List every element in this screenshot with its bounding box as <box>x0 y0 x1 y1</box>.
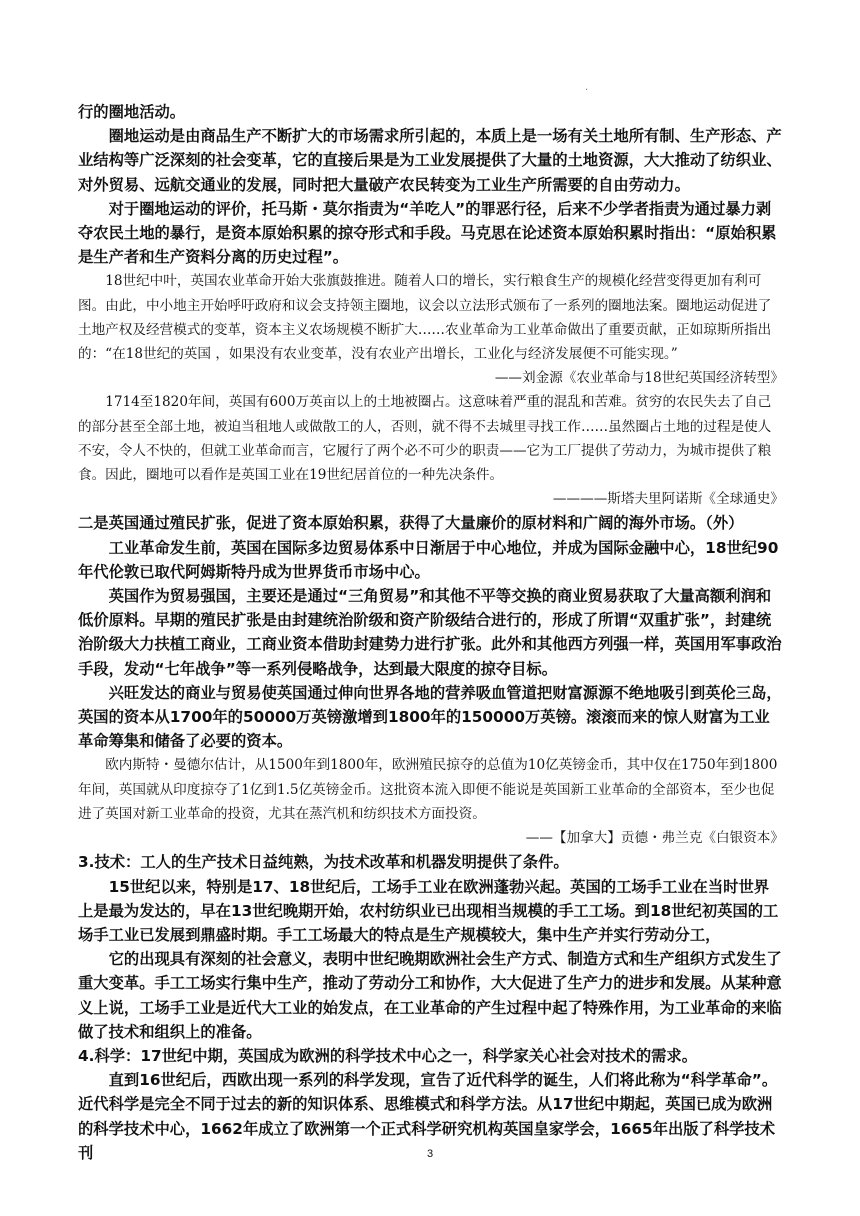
section-heading: 3.技术：工人的生产技术日益纯熟，为技术改革和机器发明提供了条件。 <box>78 853 569 872</box>
body-paragraph: 对于圈地运动的评价，托马斯・莫尔指责为“羊吃人”的罪恶行径，后来不少学者指责为通过暴力剥夺农民土地的暴行，是资本原始积累的掠夺形式和手段。马克思在论述资本原始积累时指出：“原始积累是生产者和生产资料分离的历史过程”。 <box>78 199 777 267</box>
body-paragraph: 兴旺发达的商业与贸易使英国通过伸向世界各地的营养吸血管道把财富源源不绝地吸引到英伦三岛，英国的资本从1700年的50000万英镑激增到1800年的150000万英镑。滚滚而来的惊人财富为工业革命筹集和储备了必要的资本。 <box>78 683 782 751</box>
section-heading: 4.科学：17世纪中期，英国成为欧洲的科学技术中心之一，科学家关心社会对技术的需求。 <box>78 1046 698 1065</box>
body-paragraph: 15世纪以来，特别是17、18世纪后，工场手工业在欧洲蓬勃兴起。英国的工场手工业在当时世界上是最为发达的，早在13世纪晚期开始，农村纺织业已出现相当规模的手工工场。到18世纪初英国的工场手工业已发展到鼎盛时期。手工工场最大的特点是生产规模较大，集中生产并实行劳动分工， <box>78 877 779 944</box>
top-mark: . <box>585 82 589 93</box>
citation-source: ——刘金源《农业革命与18世纪英国经济转型》 <box>494 370 784 387</box>
page-number: 3 <box>426 1148 434 1160</box>
citation-source: ——【加拿大】贡德・弗兰克《白银资本》 <box>525 830 784 847</box>
citation-source: ————斯塔夫里阿诺斯《全球通史》 <box>552 491 784 508</box>
body-paragraph: 英国作为贸易强国，主要还是通过“三角贸易”和其他不平等交换的商业贸易获取了大量高额利润和低价原料。早期的殖民扩张是由封建统治阶级和资产阶级结合进行的，形成了所谓“双重扩张”，封建统治阶级大力扶植工商业，工商业资本借助封建势力进行扩张。此外和其他西方列强一样，英国用军事政治手段，发动“七年战争”等一系列侵略战争，达到最大限度的掠夺目标。 <box>78 587 782 678</box>
quoted-passage: 1714至1820年间，英国有600万英亩以上的土地被圈占。这意味着严重的混乱和苦难。贫穷的农民失去了自己的部分甚至全部土地，被迫当租地人或做散工的人，否则，就不得不去城里寻找工作……虽然圈占土地的过程是使人不安，令人不快的，但就工业革命而言，它履行了两个必不可少的职责——它为工厂提供了劳动力，为城市提供了粮食。因此，圈地可以看作是英国工业在19世纪居首位的一种先决条件。 <box>78 394 772 484</box>
section-heading: 二是英国通过殖民扩张，促进了资本原始积累，获得了大量廉价的原材料和广阔的海外市场。（外） <box>78 514 744 533</box>
document-body <box>78 100 784 1165</box>
body-paragraph: 行的圈地活动。 <box>78 103 186 121</box>
body-paragraph: 它的出现具有深刻的社会意义，表明中世纪晚期欧洲社会生产方式、制造方式和生产组织方式发生了重大变革。手工工场实行集中生产，推动了劳动分工和协作，大大促进了生产力的进步和发展。从某种意义上说，工场手工业是近代大工业的始发点，在工业革命的产生过程中起了特殊作用，为工业革命的来临做了技术和组织上的准备。 <box>78 950 782 1041</box>
quoted-passage: 18世纪中叶，英国农业革命开始大张旗鼓推进。随着人口的增长，实行粮食生产的规模化经营变得更加有利可图。由此，中小地主开始呼吁政府和议会支持领主圈地，议会以立法形式颁布了一系列的圈地法案。圈地运动促进了土地产权及经营模式的变革，资本主义农场规模不断扩大……农业革命为工业革命做出了重要贡献，正如琼斯所指出的：“在18世纪的英国 ，如果没有农业变革，没有农业产出增长，工业化与经济发展便不可能实现。” <box>78 273 772 363</box>
body-paragraph: 直到16世纪后，西欧出现一系列的科学发现，宣告了近代科学的诞生，人们将此称为“科学革命”。近代科学是完全不同于过去的新的知识体系、思维模式和科学方法。从17世纪中期起，英国已成为欧洲的科学技术中心，1662年成立了欧洲第一个正式科学研究机构英国皇家学会，1665年出版了科学技术刊 <box>78 1071 778 1162</box>
quoted-passage: 欧内斯特・曼德尔估计，从1500年到1800年，欧洲殖民掠夺的总值为10亿英镑金币，其中仅在1750年到1800年间，英国就从印度掠夺了1亿到1.5亿英镑金币。这批资本流入即便不能说是英国新工业革命的全部资本，至少也促进了英国对新工业革命的投资，尤其在蒸汽机和纺织技术方面投资。 <box>78 757 778 822</box>
body-paragraph: 工业革命发生前，英国在国际多边贸易体系中日渐居于中心地位，并成为国际金融中心，18世纪90年代伦敦已取代阿姆斯特丹成为世界货币市场中心。 <box>78 538 779 581</box>
body-paragraph: 圈地运动是由商品生产不断扩大的市场需求所引起的，本质上是一场有关土地所有制、生产形态、产业结构等广泛深刻的社会变革，它的直接后果是为工业发展提供了大量的土地资源，大大推动了纺织业、对外贸易、远航交通业的发展，同时把大量破产农民转变为工业生产所需要的自由劳动力。 <box>78 127 782 194</box>
